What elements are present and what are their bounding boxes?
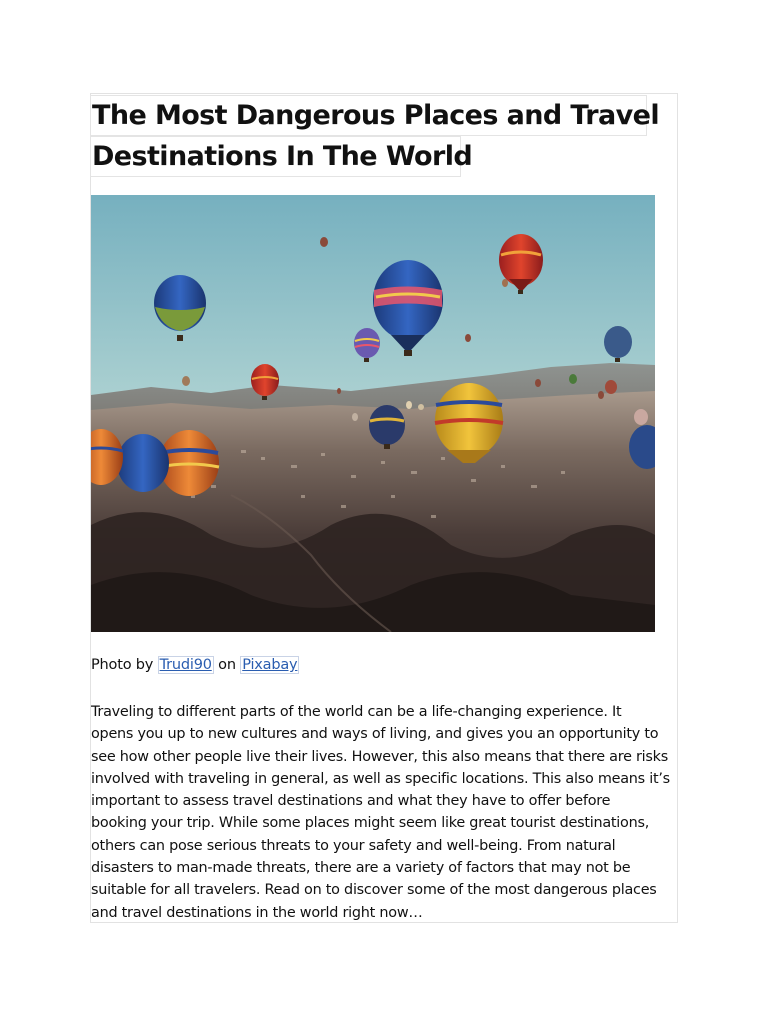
paragraph-line: booking your trip. While some places might seem like great tourist destinations, bbox=[91, 815, 650, 832]
hot-air-balloons-photo bbox=[91, 195, 655, 632]
paragraph-line: opens you up to new cultures and ways of living, and gives you an opportunity to bbox=[91, 726, 659, 743]
page-title-line-2: Destinations In The World bbox=[90, 136, 461, 177]
paragraph-line: others can pose serious threats to your safety and well-being. From natural bbox=[91, 837, 616, 854]
intro-paragraph bbox=[91, 701, 681, 924]
author-link[interactable]: Trudi90 bbox=[159, 657, 212, 673]
paragraph-line: suitable for all travelers. Read on to discover some of the most dangerous places bbox=[91, 882, 657, 899]
paragraph-line: important to assess travel destinations and what they have to offer before bbox=[91, 793, 611, 810]
page-title-line-1: The Most Dangerous Places and Travel bbox=[90, 95, 647, 136]
paragraph-line: see how other people live their lives. However, this also means that there are risks bbox=[91, 748, 668, 765]
credit-middle: on bbox=[213, 657, 241, 673]
photo-credit bbox=[91, 654, 299, 676]
paragraph-line: disasters to man-made threats, there are a variety of factors that may not be bbox=[91, 860, 631, 877]
source-link[interactable]: Pixabay bbox=[242, 657, 298, 673]
paragraph-line: and travel destinations in the world right now… bbox=[91, 904, 423, 921]
paragraph-line: involved with traveling in general, as well as specific locations. This also means it’s bbox=[91, 770, 670, 787]
credit-prefix: Photo by bbox=[91, 657, 158, 673]
paragraph-line: Traveling to different parts of the world can be a life-changing experience. It bbox=[91, 704, 622, 720]
